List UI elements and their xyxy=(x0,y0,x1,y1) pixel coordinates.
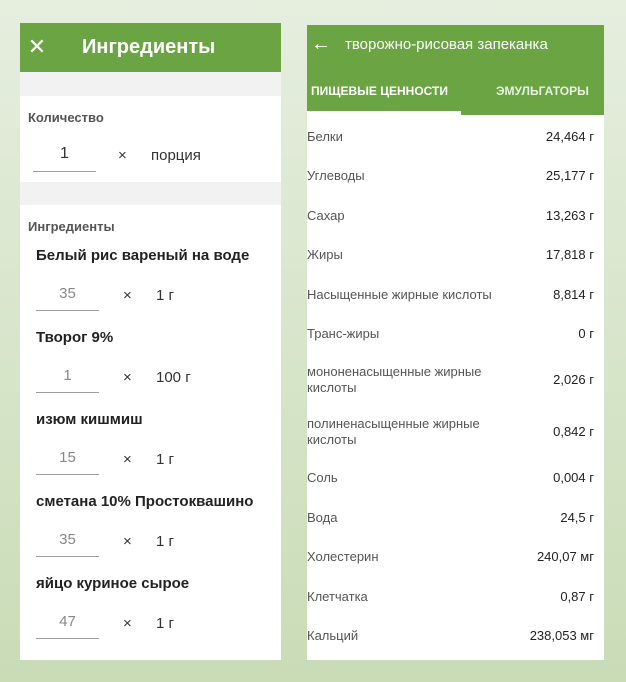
nutrient-label: Вода xyxy=(307,510,338,525)
close-icon[interactable]: ✕ xyxy=(27,34,47,59)
ingredient-unit-select[interactable]: 1 г xyxy=(156,451,174,468)
ingredient-unit-select[interactable]: 1 г xyxy=(156,533,174,550)
ingredient-unit-select[interactable]: 1 г xyxy=(156,287,174,304)
ingredient-amount-input[interactable]: 35 xyxy=(36,285,99,311)
page-title: Ингредиенты xyxy=(82,36,216,58)
nutrient-value: 25,177 г xyxy=(545,168,594,183)
nutrient-value: 238,053 мг xyxy=(529,628,594,643)
nutrient-value: 240,07 мг xyxy=(536,549,594,564)
app-bar xyxy=(307,25,604,115)
ingredient-name: Белый рис вареный на воде xyxy=(36,247,250,264)
app-bar xyxy=(20,23,281,72)
ingredient-unit-select[interactable]: 1 г xyxy=(156,615,174,632)
nutrient-value: 2,026 г xyxy=(553,372,594,387)
ingredient-name: сметана 10% Простоквашино xyxy=(36,493,254,510)
active-tab-indicator xyxy=(307,111,461,115)
nutrient-value: 17,818 г xyxy=(545,247,594,262)
nutrient-label: Клетчатка xyxy=(307,589,368,604)
ingredient-amount-input[interactable]: 15 xyxy=(36,449,99,475)
ingredient-unit-select[interactable]: 100 г xyxy=(156,369,191,386)
nutrient-label: Холестерин xyxy=(307,549,379,564)
times-sign: × xyxy=(123,287,132,304)
ingredient-name: изюм кишмиш xyxy=(36,411,143,428)
ingredient-amount-input[interactable]: 35 xyxy=(36,531,99,557)
ingredients-label: Ингредиенты xyxy=(28,219,115,234)
nutrient-value: 13,263 г xyxy=(545,208,594,223)
ingredient-name: Творог 9% xyxy=(36,329,114,346)
quantity-label: Количество xyxy=(28,110,104,125)
nutrient-label: Углеводы xyxy=(307,168,365,183)
times-sign: × xyxy=(123,451,132,468)
times-sign: × xyxy=(118,147,127,164)
recipe-title: творожно-рисовая запеканка xyxy=(345,36,548,53)
portion-unit-select[interactable]: порция xyxy=(151,147,201,164)
nutrient-value: 8,814 г xyxy=(553,287,594,302)
arrow-back-icon[interactable]: ← xyxy=(311,33,331,55)
nutrient-label: Жиры xyxy=(307,247,343,262)
times-sign: × xyxy=(123,615,132,632)
nutrient-value: 24,464 г xyxy=(545,129,594,144)
tab-emulsifiers[interactable]: ЭМУЛЬГАТОРЫ xyxy=(496,84,589,98)
nutrient-value: 0,004 г xyxy=(553,470,594,485)
nutrient-value: 0,842 г xyxy=(553,424,594,439)
nutrient-label: Соль xyxy=(307,470,338,485)
nutrient-label: Белки xyxy=(307,129,343,144)
ingredient-name: яйцо куриное сырое xyxy=(36,575,190,592)
nutrient-value: 24,5 г xyxy=(560,510,594,525)
ingredients-card xyxy=(20,205,281,660)
ingredient-amount-input[interactable]: 1 xyxy=(36,367,99,393)
times-sign: × xyxy=(123,369,132,386)
nutrient-label: Транс-жиры xyxy=(307,326,380,341)
tab-nutrition-values[interactable]: ПИЩЕВЫЕ ЦЕННОСТИ xyxy=(311,84,448,98)
nutrient-label: Насыщенные жирные кислоты xyxy=(307,287,492,302)
nutrition-screen xyxy=(307,25,604,660)
nutrient-value: 0 г xyxy=(578,326,594,341)
nutrient-label: полиненасыщенные жирные кислоты xyxy=(307,416,480,447)
quantity-card xyxy=(20,96,281,182)
quantity-input[interactable]: 1 xyxy=(33,145,96,172)
nutrient-label: Кальций xyxy=(307,628,359,643)
ingredient-amount-input[interactable]: 47 xyxy=(36,613,99,639)
times-sign: × xyxy=(123,533,132,550)
nutrient-label: Сахар xyxy=(307,208,345,223)
nutrient-value: 0,87 г xyxy=(560,589,594,604)
ingredients-screen xyxy=(20,23,281,660)
nutrient-label: мононенасыщенные жирные кислоты xyxy=(307,364,482,395)
